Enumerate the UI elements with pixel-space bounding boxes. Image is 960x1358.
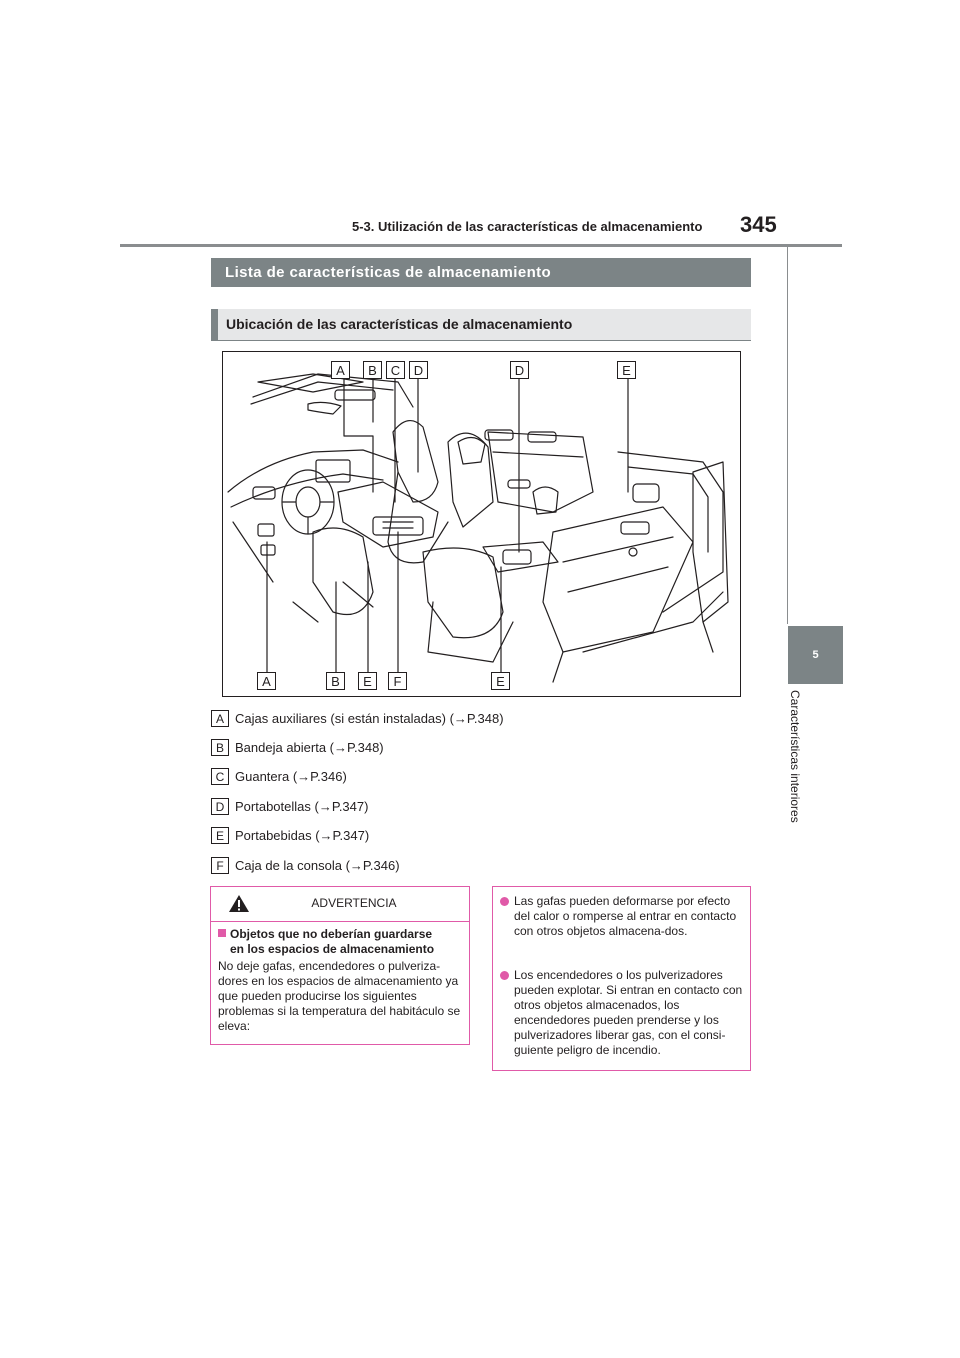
legend-text: Cajas auxiliares (si están instaladas) (→P.348) — [235, 710, 504, 726]
chapter-number: 5 — [812, 649, 819, 661]
legend-text: Bandeja abierta (→P.348) — [235, 739, 384, 755]
callout-top-c: C — [386, 361, 405, 379]
callout-bottom-a: A — [257, 672, 276, 690]
legend-item — [211, 738, 384, 756]
warning-bullet-text: Los encendedores o los pulverizadores pueden explotar. Si entran en contacto con otros objetos almacenados, los encendedores pueden prenderse y los pulverizadores liberar gas, con el consi-guiente peligro de incendio. — [514, 968, 743, 1057]
legend-item — [211, 856, 400, 874]
legend-item — [211, 709, 504, 727]
callout-bottom-f: F — [388, 672, 407, 690]
warning-heading-line2: en los espacios de almacenamiento — [230, 942, 435, 956]
chapter-tab — [788, 626, 843, 684]
legend-letter: B — [211, 739, 229, 756]
callout-bottom-b: B — [326, 672, 345, 690]
legend-text: Portabebidas (→P.347) — [235, 827, 370, 843]
callout-top-d1: D — [409, 361, 428, 379]
warning-header — [211, 887, 469, 922]
warning-title: ADVERTENCIA — [311, 896, 397, 910]
pink-square-icon — [218, 929, 226, 937]
warning-bullet — [500, 894, 746, 939]
callout-top-a: A — [331, 361, 350, 379]
pink-bullet-icon — [500, 897, 509, 906]
callout-bottom-e2: E — [491, 672, 510, 690]
legend-letter: A — [211, 710, 229, 727]
interior-illustration — [222, 351, 741, 697]
warning-bullet — [500, 968, 746, 1058]
pink-bullet-icon — [500, 971, 509, 980]
legend-item — [211, 767, 347, 785]
legend-letter: D — [211, 798, 229, 815]
sub-banner-rule — [211, 340, 751, 341]
sub-banner: Ubicación de las características de almacenamiento — [211, 309, 751, 340]
legend-text: Portabotellas (→P.347) — [235, 798, 369, 814]
warning-box-continued — [492, 886, 751, 1071]
warning-heading — [218, 927, 434, 957]
warning-heading-line1: Objetos que no deberían guardarse — [230, 927, 433, 941]
callout-top-e: E — [617, 361, 636, 379]
car-interior-drawing — [223, 352, 740, 696]
side-rule — [787, 244, 788, 624]
legend-text: Guantera (→P.346) — [235, 768, 347, 784]
legend-letter: C — [211, 768, 229, 785]
legend-letter: E — [211, 827, 229, 844]
warning-bullet-text: Las gafas pueden deformarse por efecto del calor o romperse al entrar en contacto con otros objetos almacena-dos. — [514, 894, 737, 938]
callout-bottom-e: E — [358, 672, 377, 690]
page-number: 345 — [740, 212, 777, 237]
legend-letter: F — [211, 857, 229, 874]
legend-text: Caja de la consola (→P.346) — [235, 857, 400, 873]
section-title: 5-3. Utilización de las características de almacenamiento — [352, 219, 703, 234]
legend-item — [211, 797, 368, 815]
chapter-name — [788, 690, 810, 850]
chapter-name-label: Características interiores — [788, 690, 802, 823]
warning-box — [210, 886, 470, 1045]
legend-item — [211, 826, 369, 844]
main-banner: Lista de características de almacenamiento — [211, 258, 751, 287]
header-rule — [120, 244, 842, 247]
callout-top-b: B — [363, 361, 382, 379]
warning-body: No deje gafas, encendedores o pulveriza-dores en los espacios de almacenamiento ya que pueden producirse los siguientes problemas si la temperatura del habitáculo se eleva: — [218, 959, 461, 1033]
callout-top-d2: D — [510, 361, 529, 379]
